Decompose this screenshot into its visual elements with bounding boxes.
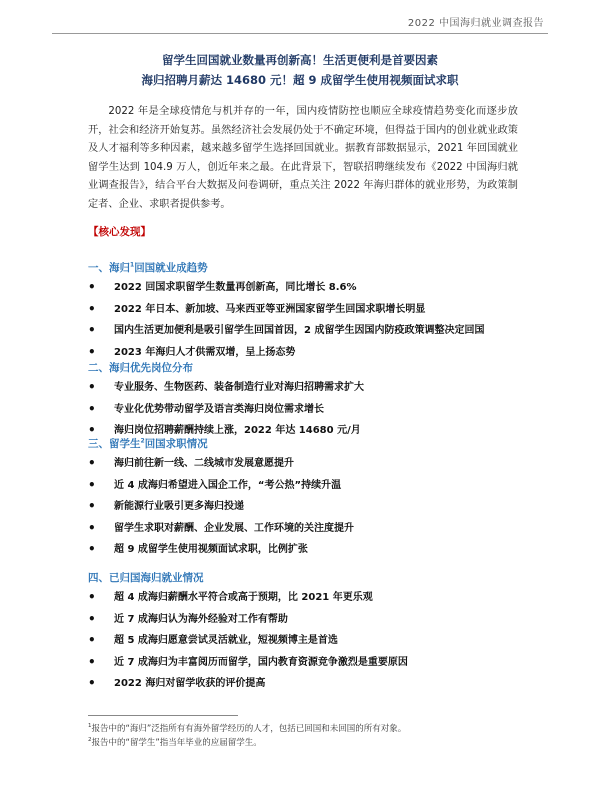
list-item: • 近 7 成海归为丰富阅历而留学，国内教育资源竞争激烈是重要原因 bbox=[88, 652, 528, 674]
list-item: • 近 4 成海归希望进入国企工作，“考公热”持续升温 bbox=[88, 475, 528, 497]
bullet-icon: • bbox=[88, 323, 96, 337]
list-item: • 超 5 成海归愿意尝试灵活就业，短视频博主是首选 bbox=[88, 630, 528, 652]
section-title: 二、海归优先岗位分布 bbox=[88, 362, 193, 374]
section-title: 一、海归$^1$回国就业成趋势 bbox=[88, 261, 208, 274]
footnote-1: $^1$报告中的“海归”泛指所有有海外留学经历的人才，包括已回国和未回国的所有对象。 bbox=[88, 723, 407, 734]
bullet-icon: • bbox=[88, 477, 96, 492]
bullet-icon: • bbox=[88, 380, 96, 394]
list-item: • 专业化优势带动留学及语言类海归岗位需求增长 bbox=[88, 399, 528, 421]
intro-paragraph: 2022 年是全球疫情危与机并存的一年，国内疫情防控也顺应全球疫情趋势变化而逐步放开，社会和经济开始复苏。虽然经济社会发展仍处于不确定环境，但得益于国内的创业就业政策及人才福利等多种因素，越来越多留学生选择回国就业。据教育部数据显示，2021 年回国就业留学生达到 104.9 万人，创近年来之最。在此背景下，智联招聘继续发布《2022 中国海归就业调查报告》，结合平台大数据及问卷调研，重点关注 2022 年海归群体的就业形势，为政策制定者、企业、求职者提供参考。 bbox=[88, 106, 518, 210]
footnote-rule bbox=[88, 715, 238, 716]
footnote-ref: 2 bbox=[140, 437, 145, 445]
bullet-icon: • bbox=[88, 280, 96, 294]
list-item: • 留学生求职对薪酬、企业发展、工作环境的关注度提升 bbox=[88, 518, 528, 540]
bullet-icon: • bbox=[88, 520, 96, 535]
bullet-icon: • bbox=[88, 456, 96, 470]
bullet-icon: • bbox=[88, 676, 96, 690]
section-1 bbox=[88, 259, 528, 363]
footnotes bbox=[88, 722, 528, 750]
list-item: • 新能源行业吸引更多海归投递 bbox=[88, 496, 528, 518]
section-title: 三、留学生$^2$回国求职情况 bbox=[88, 437, 208, 450]
title-line-2: 海归招聘月薪达 14680 元！超 9 成留学生使用视频面试求职 bbox=[141, 73, 459, 87]
core-findings-label: 【核心发现】 bbox=[88, 226, 151, 238]
bullet-icon: • bbox=[88, 542, 96, 556]
list-item: • 2022 回国求职留学生数量再创新高，同比增长 8.6% bbox=[88, 277, 528, 299]
section-title: 四、已归国海归就业情况 bbox=[88, 572, 204, 584]
list-item: • 国内生活更加便利是吸引留学生回国首因，2 成留学生因国内防疫政策调整决定回国 bbox=[88, 320, 528, 342]
section-3 bbox=[88, 435, 528, 561]
report-title bbox=[0, 50, 600, 90]
bullet-icon: • bbox=[88, 590, 96, 604]
bullet-icon: • bbox=[88, 611, 96, 626]
list-item: • 海归岗位招聘薪酬持续上涨，2022 年达 14680 元/月 bbox=[88, 420, 528, 442]
list-item: • 海归前往新一线、二线城市发展意愿提升 bbox=[88, 453, 528, 475]
section-2 bbox=[88, 359, 528, 442]
list-item: • 2022 年日本、新加坡、马来西亚等亚洲国家留学生回国求职增长明显 bbox=[88, 299, 528, 321]
list-item: • 超 4 成海归薪酬水平符合或高于预期，比 2021 年更乐观 bbox=[88, 587, 528, 609]
running-header: 2022 中国海归就业调查报告 bbox=[407, 18, 544, 29]
bullet-icon: • bbox=[88, 654, 96, 669]
list-item: • 近 7 成海归认为海外经验对工作有帮助 bbox=[88, 609, 528, 631]
title-line-1: 留学生回国就业数量再创新高！生活更便利是首要因素 bbox=[162, 53, 438, 67]
bullet-icon: • bbox=[88, 344, 96, 359]
list-item: • 2022 海归对留学收获的评价提高 bbox=[88, 673, 528, 695]
bullet-icon: • bbox=[88, 423, 96, 437]
list-item: • 专业服务、生物医药、装备制造行业对海归招聘需求扩大 bbox=[88, 377, 528, 399]
bullet-icon: • bbox=[88, 633, 96, 647]
list-item: • 超 9 成留学生使用视频面试求职，比例扩张 bbox=[88, 539, 528, 561]
list-item: • 2023 年海归人才供需双增，呈上扬态势 bbox=[88, 342, 528, 364]
bullet-icon: • bbox=[88, 401, 96, 416]
header-rule bbox=[52, 33, 548, 34]
footnote-ref: 1 bbox=[130, 261, 135, 269]
section-4 bbox=[88, 569, 528, 695]
footnote-2: $^2$报告中的“留学生”指当年毕业的应届留学生。 bbox=[88, 737, 262, 748]
bullet-icon: • bbox=[88, 499, 96, 513]
bullet-icon: • bbox=[88, 301, 96, 316]
